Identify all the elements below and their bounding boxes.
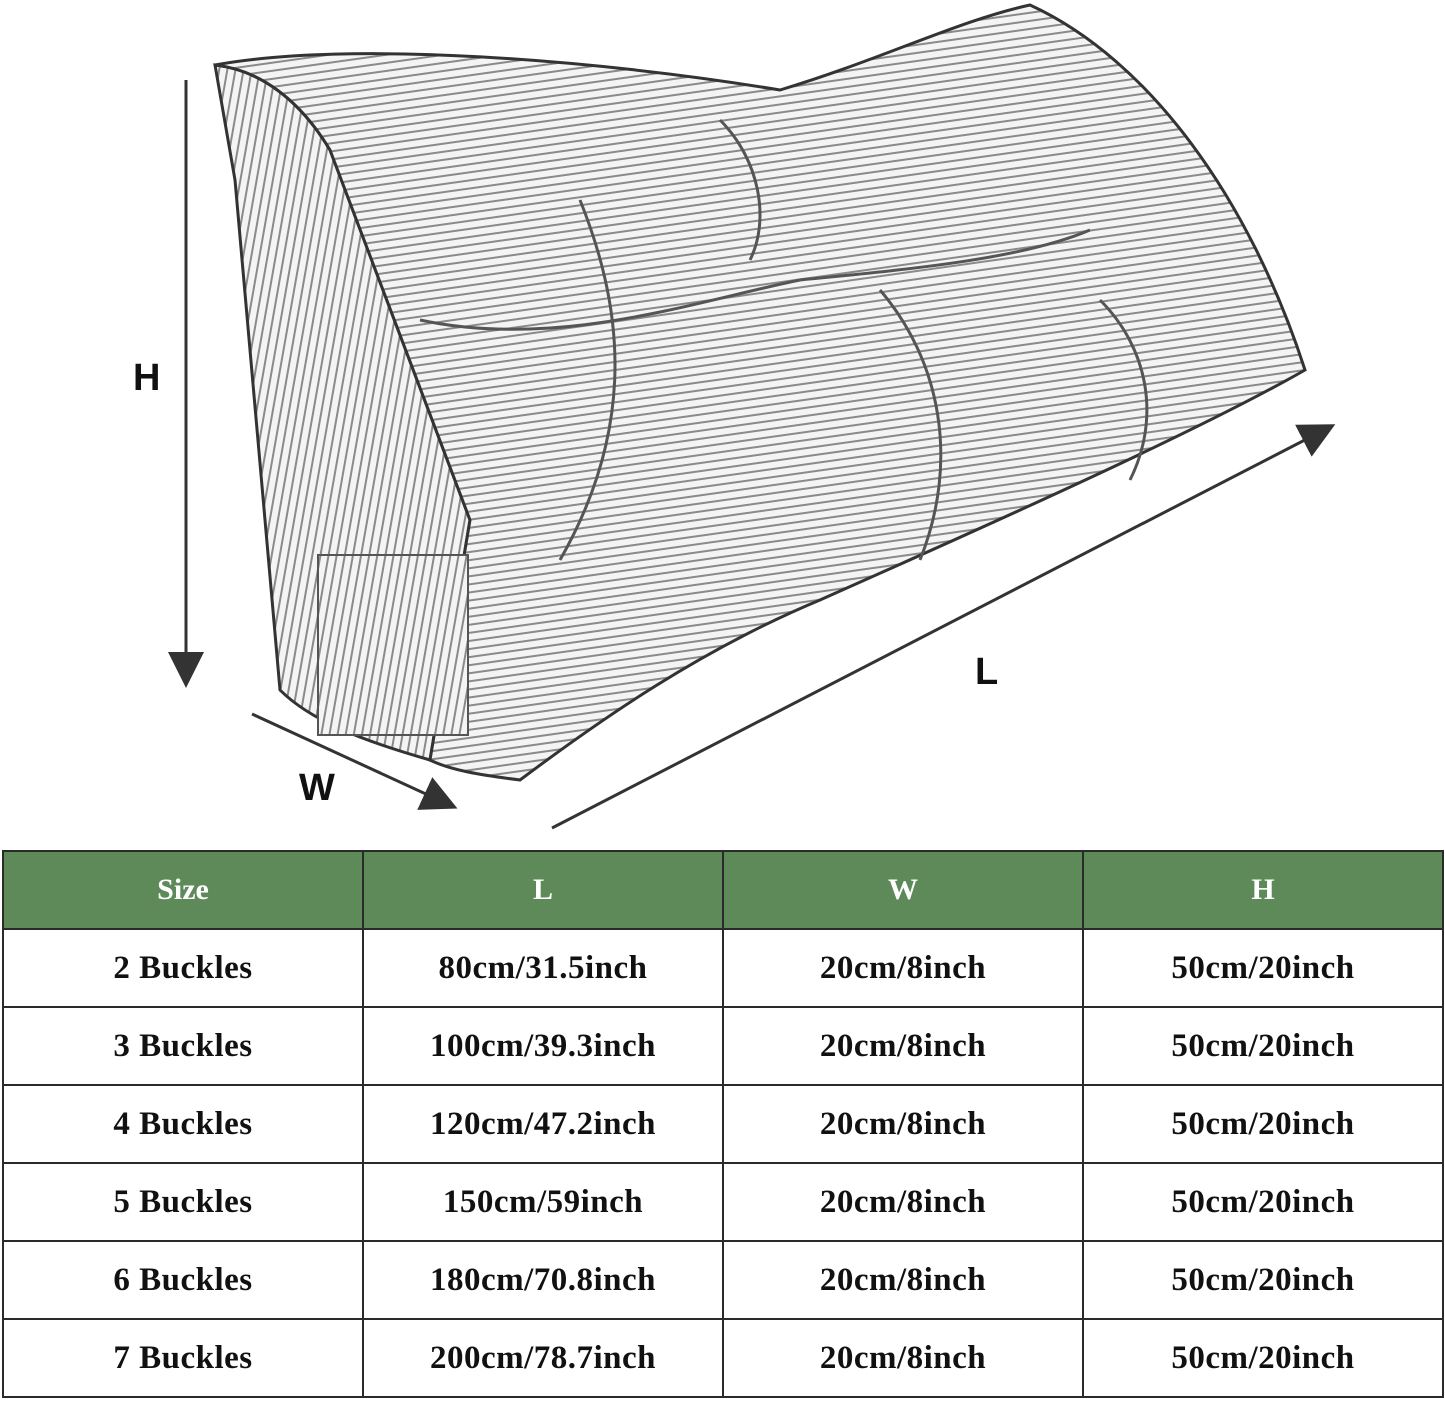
length-cell: 180cm/70.8inch	[363, 1241, 723, 1319]
column-header-size: Size	[3, 851, 363, 929]
pillow-pocket	[318, 555, 468, 735]
size-table-header-row	[3, 851, 1443, 929]
table-row	[3, 1163, 1443, 1241]
width-cell: 20cm/8inch	[723, 1007, 1083, 1085]
length-cell: 120cm/47.2inch	[363, 1085, 723, 1163]
size-cell: 7 Buckles	[3, 1319, 363, 1397]
width-cell: 20cm/8inch	[723, 1085, 1083, 1163]
size-cell: 4 Buckles	[3, 1085, 363, 1163]
width-label: W	[299, 767, 335, 809]
column-header-width: W	[723, 851, 1083, 929]
table-row	[3, 1241, 1443, 1319]
width-cell: 20cm/8inch	[723, 1319, 1083, 1397]
height-cell: 50cm/20inch	[1083, 1007, 1443, 1085]
size-cell: 5 Buckles	[3, 1163, 363, 1241]
height-cell: 50cm/20inch	[1083, 929, 1443, 1007]
length-cell: 150cm/59inch	[363, 1163, 723, 1241]
length-cell: 80cm/31.5inch	[363, 929, 723, 1007]
table-row	[3, 929, 1443, 1007]
table-row	[3, 1085, 1443, 1163]
table-row	[3, 1007, 1443, 1085]
length-label: L	[975, 651, 999, 693]
size-cell: 3 Buckles	[3, 1007, 363, 1085]
size-table	[2, 850, 1444, 1398]
width-cell: 20cm/8inch	[723, 929, 1083, 1007]
width-cell: 20cm/8inch	[723, 1163, 1083, 1241]
size-cell: 6 Buckles	[3, 1241, 363, 1319]
column-header-length: L	[363, 851, 723, 929]
height-cell: 50cm/20inch	[1083, 1085, 1443, 1163]
height-label: H	[133, 357, 161, 399]
width-cell: 20cm/8inch	[723, 1241, 1083, 1319]
column-header-height: H	[1083, 851, 1443, 929]
length-cell: 100cm/39.3inch	[363, 1007, 723, 1085]
height-cell: 50cm/20inch	[1083, 1163, 1443, 1241]
wedge-pillow	[215, 5, 1305, 780]
length-cell: 200cm/78.7inch	[363, 1319, 723, 1397]
table-row	[3, 1319, 1443, 1397]
height-cell: 50cm/20inch	[1083, 1319, 1443, 1397]
size-cell: 2 Buckles	[3, 929, 363, 1007]
height-cell: 50cm/20inch	[1083, 1241, 1443, 1319]
